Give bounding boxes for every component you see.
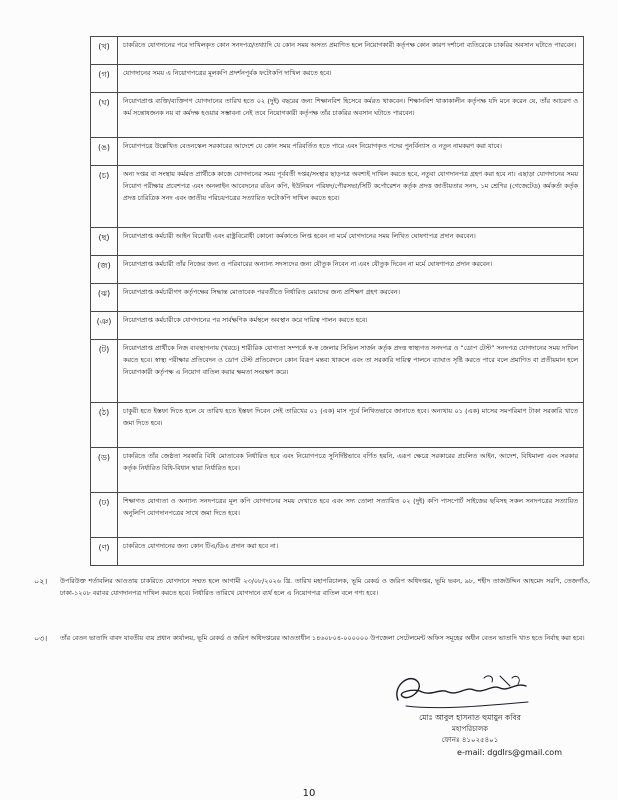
clause-label: (ঙ) <box>91 138 118 166</box>
signatory-email: e-mail: dgdlrs@gmail.com <box>457 747 562 757</box>
clause-label: (গ) <box>91 64 118 92</box>
clause-label: (ঠ) <box>91 402 118 447</box>
signatory-designation: মহাপরিচালক <box>451 724 489 733</box>
page-number: 10 <box>302 788 316 799</box>
clause-text: নিয়োগপত্রে উল্লেখিত বেতনস্কেল সরকারের আদেশে যে কোন সময় পরিবর্তিত হতে পারে এবং নিয়োগকৃত পদের পুনর্বিন্যাস ও নতুন নামকরণ করা যাবে। <box>118 138 584 166</box>
paragraph-text: উপরিউক্ত শর্তাবলির আওতায় চাকরিতে যোগদানে সম্মত হলে আগামী ২৩/০৮/২০২৬ খ্রি. তারিখ মহাপরিচালক, ভূমি রেকর্ড ও জরিপ অধিদপ্তর, ভূমি ভবন, ৯৮, শহীদ তাজউদ্দিন আহমেদ সরণি, তেজগাঁও, ঢাকা-১২০৮ বরাবর যোগদানপত্র দাখিল করতে হবে। নির্ধারিত তারিখে যোগদানে ব্যর্থ হলে এ নিয়োগপত্র বাতিল বলে গণ্য হবে। <box>60 577 590 597</box>
clause-text: নিয়োগপ্রাপ্ত কর্মচারীগণ কর্তৃপক্ষের সিদ্ধান্ত মোতাবেক পরবর্তীতে নির্ধারিত মেয়াদের জন্য প্রশিক্ষণ গ্রহণ করবেন। <box>118 284 584 312</box>
handwritten-signature <box>388 666 538 716</box>
clause-label: (ণ) <box>91 537 118 565</box>
signature-block <box>360 712 580 758</box>
paragraph-number: ০৩। <box>34 634 48 643</box>
clause-row <box>91 64 584 92</box>
clause-text: নিয়োগপ্রাপ্ত কর্মচারী আইন বিরোধী এবং রাষ্ট্রবিরোধী কোনো কর্মকাণ্ডে লিপ্ত হবেন না মর্মে যোগদানের সময় লিখিত ঘোষণাপত্র প্রদান করবেন। <box>118 228 584 256</box>
clause-row <box>91 92 584 137</box>
clause-text: নিয়োগপ্রাপ্ত প্রার্থীকে নিজ ব্যবস্থাপনায় (খরচে) শারীরিক যোগ্যতা সম্পর্কে স্ব-স্ব জেলার সিভিল সার্জন কর্তৃক প্রদত্ত স্বাস্থ্যগত সনদপত্র ও “ডোপ টেস্ট” সনদপত্র যোগদানের সময় দাখিল করতে হবে। স্বাস্থ্য পরীক্ষার প্রতিবেদন ও ডোপ টেস্ট প্রতিবেদনে কোন বিরূপ মন্তব্য থাকলে এবং তা সরকারি দায়িত্ব পালনে ব্যাঘাত সৃষ্টি করতে পারে বলে প্রমাণিত বা প্রতীয়মান হলে নিয়োগকারী কর্তৃপক্ষ এ নিয়োগ বাতিল করার ক্ষমতা সংরক্ষণ করে। <box>118 340 584 402</box>
clause-text: নিয়োগপ্রাপ্ত কর্মচারীকে যোগদানের পর সার্বক্ষণিক কর্মস্থলে অবস্থান করে দায়িত্ব পালন করতে হবে। <box>118 312 584 340</box>
clause-row <box>91 537 584 565</box>
clause-row <box>91 312 584 340</box>
clause-row <box>91 402 584 447</box>
clause-row <box>91 228 584 256</box>
clause-row <box>91 284 584 312</box>
clause-text: চাকরিতে যোগদানের জন্য কোন টিএ/ডিএ প্রদান করা হবে না। <box>118 537 584 565</box>
clause-row <box>91 340 584 402</box>
clause-label: (ট) <box>91 340 118 402</box>
clause-label: (জ) <box>91 256 118 284</box>
clause-text: চাকরিতে যোগদানের পরে দাখিলকৃত কোন সনদপত্র/তথ্যাদি যে কোন সময় অসত্য প্রমাণিত হলে নিয়োগকারী কর্তৃপক্ষ কোন কারণ দর্শানো ব্যতিরেকে চাকরির অবসান ঘটাতে পারবেন। <box>118 37 584 65</box>
paragraph-03 <box>34 633 590 645</box>
clause-label: (ড) <box>91 447 118 492</box>
clause-label: (চ) <box>91 166 118 228</box>
clause-label: (ঞ) <box>91 312 118 340</box>
clause-row <box>91 138 584 166</box>
clause-row <box>91 256 584 284</box>
clause-row <box>91 492 584 537</box>
clause-label: (ঘ) <box>91 92 118 137</box>
paragraph-number: ০২। <box>34 577 48 586</box>
clause-row <box>91 166 584 228</box>
clause-text: যোগদানের সময় এ নিয়োগপত্রের মূলকপি প্রদর্শনপূর্বক ফটোকপি দাখিল করতে হবে। <box>118 64 584 92</box>
terms-table <box>90 36 584 566</box>
signatory-phone: ফোনঃ ৪১০২৫৪০১ <box>441 736 499 744</box>
paragraph-text: তাঁর বেতন ভাতাদি বাবদ যাবতীয় ব্যয় প্রধান কার্যালয়, ভূমি রেকর্ড ও জরিপ অধিদপ্তরের আওতাধীন ১৪৬০৮০৪-০০০০০০ উপজেলা সেটেলমেন্ট অফিস সমূহের অধীন বেতন ভাতাদি খাত হতে নির্বাহ করা হবে। <box>60 634 585 642</box>
clause-label: (ছ) <box>91 228 118 256</box>
clause-text: অন্য দপ্তর বা সংস্থায় কর্মরত প্রার্থীকে কাজে যোগদানের সময় পূর্ববর্তী দপ্তর/সংস্থার ছাড়পত্র অবশ্যই দাখিল করতে হবে, নতুবা যোগদানপত্র গ্রহণ করা হবে না। এছাড়া যোগদানের সময় নিয়োগ পরীক্ষার প্রবেশপত্র এবং অনলাইন আবেদনের রঙিন কপি, ইউনিয়ন পরিষদ/পৌরসভা/সিটি কর্পোরেশন কর্তৃক প্রদত্ত জাতীয়তার সনদ, ১ম শ্রেণির (গেজেটেড) কর্মকর্তা কর্তৃক প্রদত্ত চারিত্রিক সনদ এবং জাতীয় পরিচয়পত্রের সত্যায়িত ফটোকপি দাখিল করতে হবে। <box>118 166 584 228</box>
clause-text: নিয়োগপ্রাপ্ত কর্মচারী তাঁর নিজের জন্য ও পরিবারের অন্যান্য সদস্যদের জন্য যৌতুক নিবেন না এবং যৌতুক দিবেন না মর্মে ঘোষণাপত্র প্রদান করবেন। <box>118 256 584 284</box>
clause-label: (ঝ) <box>91 284 118 312</box>
clause-row <box>91 447 584 492</box>
clause-row <box>91 37 584 65</box>
clause-label: (খ) <box>91 37 118 65</box>
signatory-name: মোঃ আবুল হাসনাত হুমায়ুন কবির <box>419 713 521 722</box>
clause-text: চাকুরী হতে ইস্তফা দিতে হলে যে তারিখ হতে ইস্তফা দিবেন সেই তারিখের ০১ (এক) মাস পূর্বে লিখিতভাবে জানাতে হবে। অন্যথায় ০১ (এক) মাসের সমপরিমাণ টাকা সরকারি খাতে জমা দিতে হবে। <box>118 402 584 447</box>
clause-label: (ঢ) <box>91 492 118 537</box>
clause-text: নিয়োগপ্রাপ্ত ব্যক্তি/ব্যক্তিগণ যোগদানের তারিখ হতে ০২ (দুই) বছরের জন্য শিক্ষানবিশ হিসেবে কর্মরত থাকবেন। শিক্ষানবিশ থাকাকালীন কর্তৃপক্ষ যদি মনে করেন যে, তাঁর আচরণ ও কর্ম সন্তোষজনক নয় বা কর্মদক্ষ হওয়ার সম্ভাবনা নেই তবে নিয়োগকারী কর্তৃপক্ষ তাঁর চাকরির অবসান ঘটাতে পারবেন। <box>118 92 584 137</box>
terms-table-body <box>91 37 584 566</box>
paragraph-02 <box>34 576 590 600</box>
clause-text: শিক্ষাগত যোগ্যতা ও অন্যান্য সনদপত্রের মূল কপি যোগদানের সময় দেখাতে হবে এবং সদ্য তোলা সত্যায়িত ০২ (দুই) কপি পাসপোর্ট সাইজের ছবিসহ সকল সনদপত্রের সত্যায়িত অনুলিপি যোগদানপত্রের সাথে জমা দিতে হবে। <box>118 492 584 537</box>
clause-text: চাকরিতে তাঁর জেষ্ঠতা সরকারি বিধি মোতাবেক নির্ধারিত হবে এবং নিয়োগপত্রে সুনির্দিষ্টভাবে বর্ণিত হয়নি, এরূপ ক্ষেত্রে সরকারের প্রচলিত আইন, আদেশ, বিধিমালা এবং সরকার কর্তৃক নির্ধারিত বিধি-বিধান দ্বারা নির্ধারিত হবে। <box>118 447 584 492</box>
